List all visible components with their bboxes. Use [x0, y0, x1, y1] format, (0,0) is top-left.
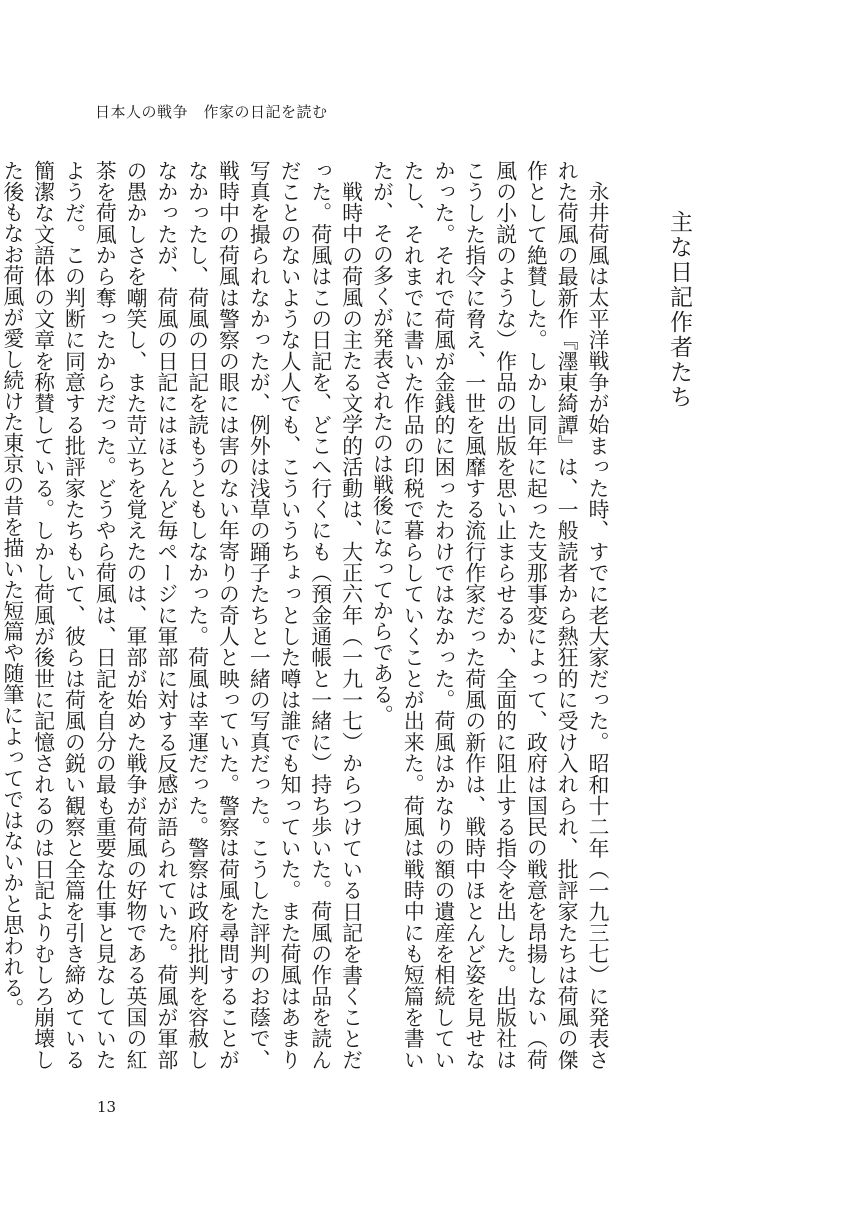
section-title: 主な日記作者たち — [666, 210, 692, 410]
running-head: 日本人の戦争 作家の日記を読む — [95, 103, 328, 121]
paragraph-1: 永井荷風は太平洋戦争が始まった時、すでに老大家だった。昭和十二年（一九三七）に発表された荷風の最新作『濹東綺譚』は、一般読者から熱狂的に受け入れられ、批評家たちは荷風の傑作として絶賛した。しかし同年に起った支那事変によって、政府は国民の戦意を昂揚しない（荷風の小説のような）作品の出版を思い止まらせるか、全面的に阻止する指令を出した。出版社はこうした指令に脅え、一世を風靡する流行作家だった荷風の新作は、戦時中ほとんど姿を見せなかった。それで荷風が金銭的に困ったわけではなかった。荷風はかなりの額の遺産を相続していたし、それまでに書いた作品の印税で暮らしていくことが出来た。荷風は戦時中にも短篇を書いたが、その多くが発表されたのは戦後になってからである。 — [369, 160, 609, 1070]
body-text — [0, 160, 612, 1070]
page-number: 13 — [97, 1098, 117, 1116]
paragraph-2: 戦時中の荷風の主たる文学的活動は、大正六年（一九一七）からつけている日記を書くことだった。荷風はこの日記を、どこへ行くにも（預金通帳と一緒に）持ち歩いた。荷風の作品を読んだことのないような人人でも、こういうちょっとした噂は誰でも知っていた。また荷風はあまり写真を撮られなかったが、例外は浅草の踊子たちと一緒の写真だった。こうした評判のお蔭で、戦時中の荷風は警察の眼には害のない年寄りの奇人と映っていた。警察は荷風を尋問することがなかったし、荷風の日記を読もうともしなかった。荷風は幸運だった。警察は政府批判を容赦しなかったが、荷風の日記にはほとんど毎ページに軍部に対する反感が語られていた。荷風が軍部の愚かしさを嘲笑し、また苛立ちを覚えたのは、軍部が始めた戦争が荷風の好物である英国の紅茶を荷風から奪ったからだった。どうやら荷風は、日記を自分の最も重要な仕事と見なしていたようだ。この判断に同意する批評家たちもいて、彼らは荷風の鋭い観察と全篇を引き締めている簡潔な文語体の文章を称賛している。しかし荷風が後世に記憶されるのは日記よりむしろ崩壊した後もなお荷風が愛し続けた東京の昔を描いた短篇や随筆によってではないかと思われる。 — [0, 160, 363, 1070]
